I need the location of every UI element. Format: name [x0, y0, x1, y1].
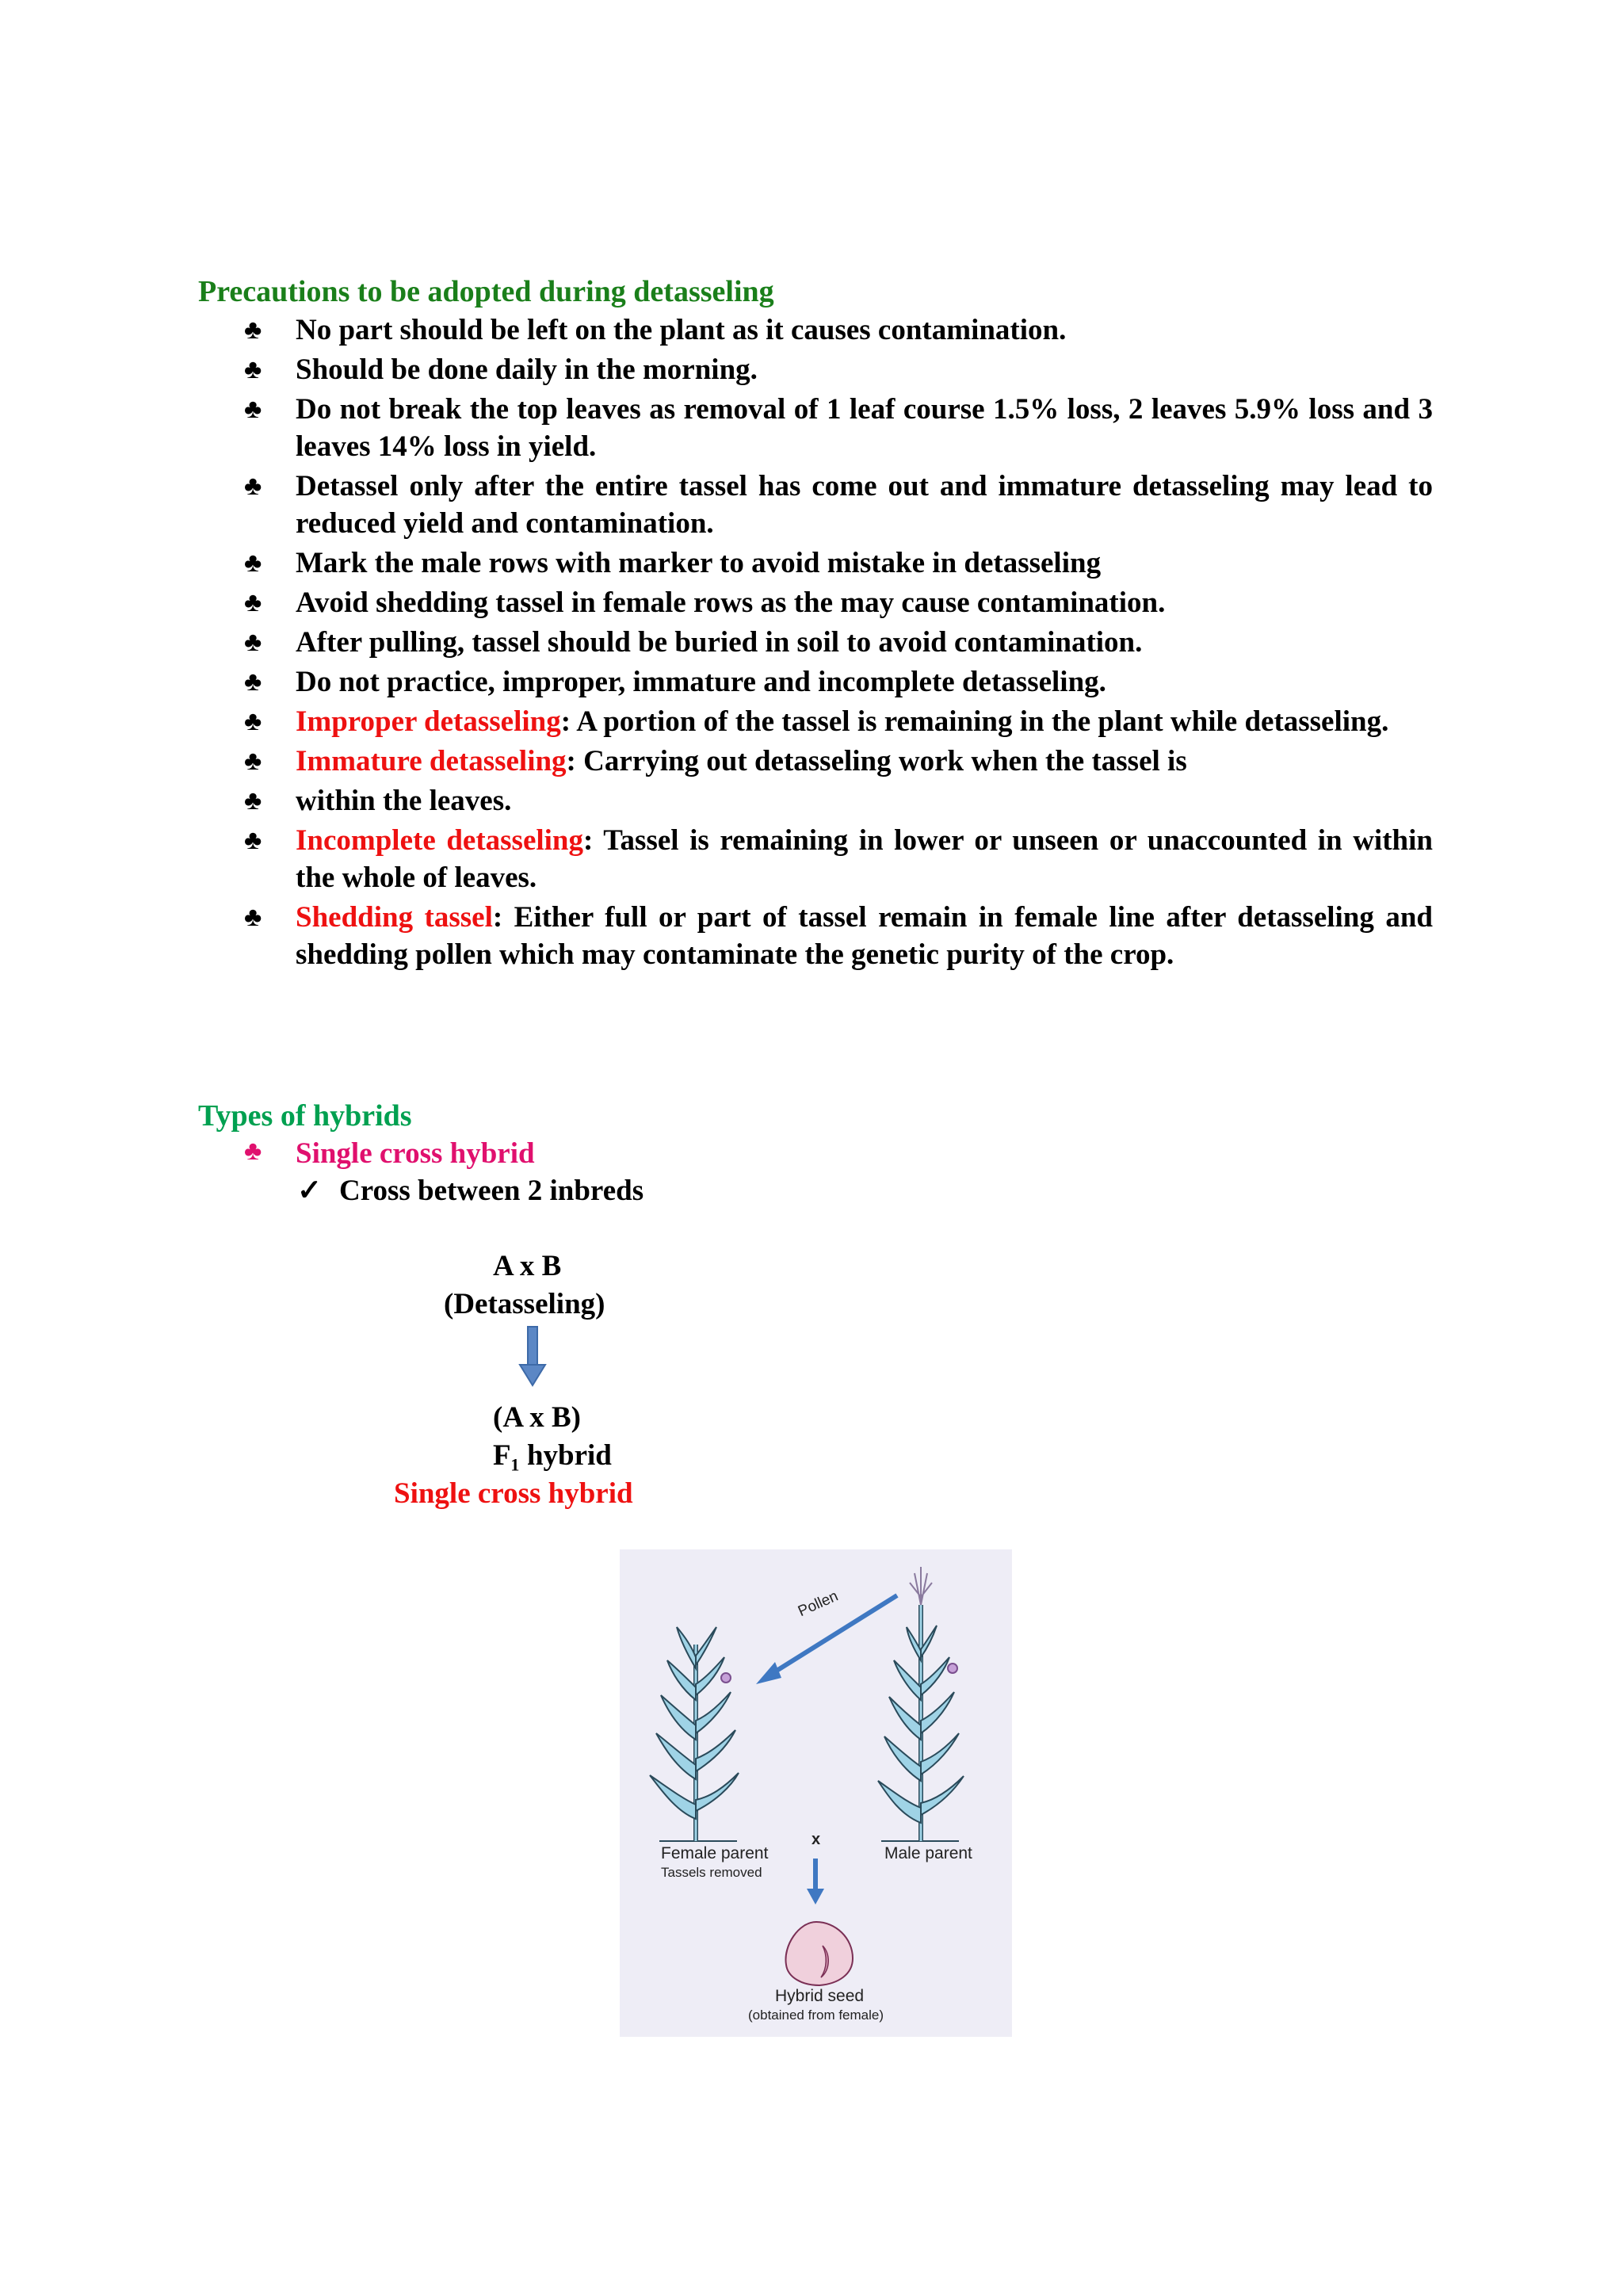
seed-arrow-icon	[807, 1859, 824, 1904]
diagram-label: Single cross hybrid	[394, 1477, 633, 1510]
club-bullet-icon: ♣	[244, 472, 262, 501]
list-item: ♣ Detassel only after the entire tassel has come out and immature detasseling may lead to reduced yield and contamination.	[244, 468, 1433, 542]
male-parent-label: Male parent	[884, 1844, 972, 1862]
types-heading: Types of hybrids	[198, 1099, 412, 1133]
list-item: ♣ Avoid shedding tassel in female rows as the may cause contamination.	[244, 584, 1433, 621]
pollen-label: Pollen	[796, 1587, 841, 1621]
single-cross-point: ✓ Cross between 2 inbreds	[297, 1175, 644, 1207]
list-item: ♣ within the leaves.	[244, 782, 1433, 819]
club-bullet-icon: ♣	[244, 707, 262, 736]
list-item: ♣ Should be done daily in the morning.	[244, 351, 1433, 388]
hybrid-seed-icon	[785, 1922, 853, 1985]
list-item: ♣ Mark the male rows with marker to avoid mistake in detasseling	[244, 544, 1433, 582]
list-item: ♣ Incomplete detasseling: Tassel is remaining in lower or unseen or unaccounted in within the whole of leaves.	[244, 822, 1433, 896]
tassels-removed-label: Tassels removed	[661, 1865, 762, 1880]
maize-plants-illustration	[620, 1549, 1012, 2037]
list-item: ♣ Improper detasseling: A portion of the tassel is remaining in the plant while detasseling.	[244, 703, 1433, 740]
diagram-parents: A x B	[493, 1250, 562, 1282]
checkmark-icon: ✓	[297, 1175, 323, 1207]
club-bullet-icon: ♣	[244, 1137, 262, 1166]
diagram-result: (A x B)	[493, 1401, 581, 1434]
list-item: ♣ After pulling, tassel should be buried in soil to avoid contamination.	[244, 624, 1433, 661]
list-item: ♣ No part should be left on the plant as it causes contamination.	[244, 311, 1433, 349]
club-bullet-icon: ♣	[244, 826, 262, 855]
precautions-list	[244, 311, 1433, 976]
list-item: ♣ Immature detasseling: Carrying out detasseling work when the tassel is	[244, 743, 1433, 780]
obtained-from-female-label: (obtained from female)	[748, 2008, 884, 2023]
list-item: ♣ Do not break the top leaves as removal of 1 leaf course 1.5% loss, 2 leaves 5.9% loss and 3 leaves 14% loss in yield.	[244, 391, 1433, 465]
female-plant-icon	[650, 1627, 739, 1841]
cross-label: x	[812, 1831, 821, 1848]
club-bullet-icon: ♣	[244, 667, 262, 697]
diagram-f1: F₁ hybrid	[493, 1439, 612, 1472]
list-item: ♣ Shedding tassel: Either full or part of tassel remain in female line after detasseling and shedding pollen which may contaminate the genetic purity of the crop.	[244, 899, 1433, 973]
club-bullet-icon: ♣	[244, 747, 262, 776]
club-bullet-icon: ♣	[244, 628, 262, 657]
club-bullet-icon: ♣	[244, 588, 262, 617]
club-bullet-icon: ♣	[244, 315, 262, 345]
down-arrow-icon	[518, 1325, 547, 1387]
hybrid-seed-label: Hybrid seed	[775, 1987, 865, 2005]
list-item: ♣ Do not practice, improper, immature and incomplete detasseling.	[244, 663, 1433, 701]
club-bullet-icon: ♣	[244, 548, 262, 578]
club-bullet-icon: ♣	[244, 355, 262, 384]
precautions-heading: Precautions to be adopted during detasseling	[198, 275, 774, 308]
club-bullet-icon: ♣	[244, 395, 262, 424]
diagram-method: (Detasseling)	[444, 1288, 605, 1320]
male-plant-icon	[878, 1567, 964, 1841]
club-bullet-icon: ♣	[244, 903, 262, 932]
hybrid-illustration	[620, 1549, 1012, 2037]
female-parent-label: Female parent	[661, 1844, 769, 1862]
club-bullet-icon: ♣	[244, 786, 262, 816]
single-cross-title: Single cross hybrid	[296, 1137, 535, 1170]
